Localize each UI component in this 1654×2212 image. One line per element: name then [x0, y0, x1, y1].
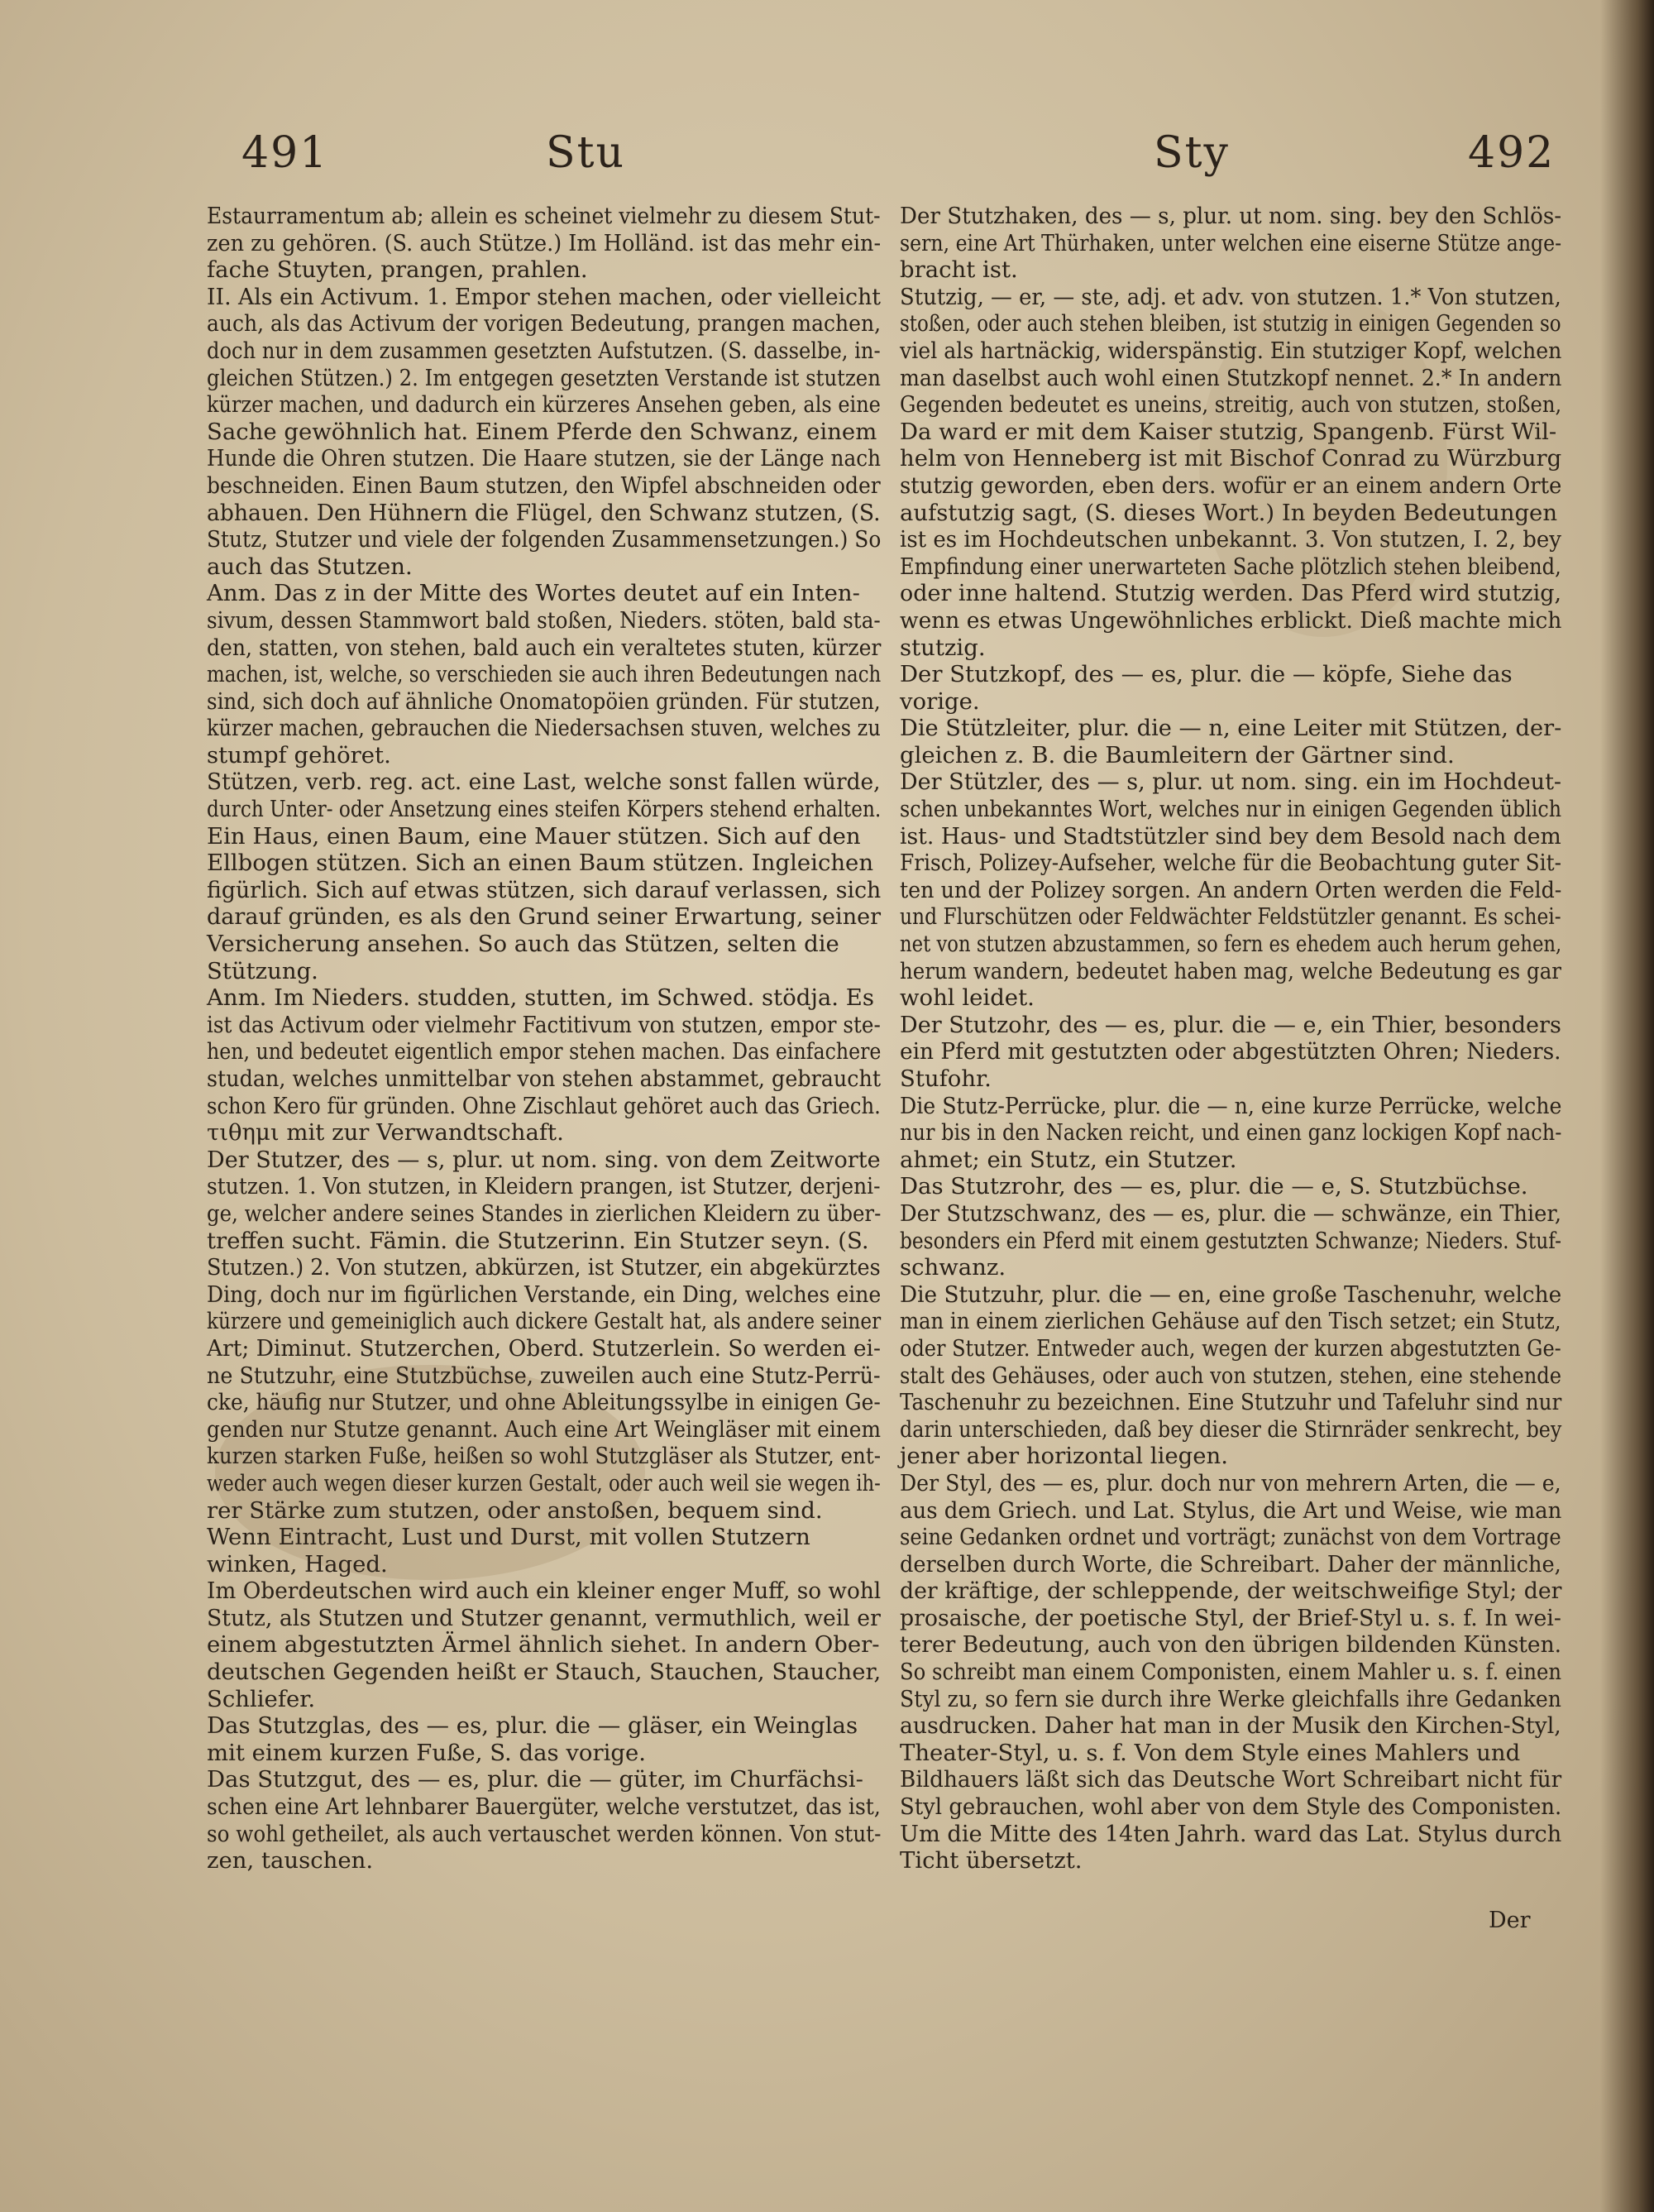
text-line: so wohl getheilet, als auch vertauschet werden können. Von stut-	[207, 1820, 882, 1847]
text-line: herum wandern, bedeutet haben mag, welche Bedeutung es gar	[900, 957, 1562, 984]
text-line: aus dem Griech. und Lat. Stylus, die Art und Weise, wie man	[900, 1496, 1562, 1524]
text-line: Empfindung einer unerwarteten Sache plötzlich stehen bleibend,	[900, 553, 1561, 580]
text-line: prosaische, der poetische Styl, der Brief-Styl u. s. f. In wei-	[900, 1604, 1561, 1631]
text-line: figürlich. Sich auf etwas stützen, sich darauf verlassen, sich	[207, 876, 882, 903]
text-line: ist. Haus- und Stadtstützler sind bey dem Besold nach dem	[900, 822, 1561, 850]
text-line: Ellbogen stützen. Sich an einen Baum stützen. Ingleichen	[207, 850, 874, 877]
text-line: stutzig.	[900, 634, 986, 661]
text-line: Im Oberdeutschen wird auch ein kleiner enger Muff, so wohl	[207, 1578, 882, 1605]
text-line: schen eine Art lehnbarer Bauergüter, welche verstutzet, das ist,	[207, 1793, 881, 1821]
text-line: ein Pferd mit gestutzten oder abgestützten Ohren; Nieders.	[900, 1038, 1561, 1065]
text-line: ten und der Polizey sorgen. An andern Orten werden die Feld-	[900, 876, 1562, 903]
text-line: oder Stutzer. Entweder auch, wegen der kurzen abgestutzten Ge-	[900, 1334, 1561, 1362]
text-line: hen, und bedeutet eigentlich empor stehen machen. Das einfachere	[207, 1038, 882, 1065]
catchword: Der	[1489, 1908, 1531, 1933]
text-line: Stutz, Stutzer und viele der folgenden Zusammensetzungen.) So	[207, 526, 882, 553]
text-line: Styl gebrauchen, wohl aber von dem Style des Componisten.	[900, 1793, 1562, 1821]
text-line: Stutzig, — er, — ste, adj. et adv. von stutzen. 1.* Von stutzen,	[900, 283, 1561, 310]
left-running-head: Stu	[546, 128, 626, 178]
text-line: ne Stutzuhr, eine Stutzbüchse, zuweilen auch eine Stutz-Perrü-	[207, 1362, 881, 1389]
text-line: stutzig geworden, eben ders. wofür er an einem andern Orte	[900, 472, 1562, 499]
text-line: machen, ist, welche, so verschieden sie auch ihren Bedeutungen nach	[207, 661, 882, 688]
text-line: man daselbst auch wohl einen Stutzkopf nennet. 2.* In andern	[900, 364, 1562, 391]
text-line: vorige.	[900, 687, 980, 715]
text-line: darin unterschieden, daß bey dieser die Stirnräder senkrecht, bey	[900, 1415, 1562, 1443]
text-line: Die Stützleiter, plur. die — n, eine Leiter mit Stützen, der-	[900, 715, 1562, 742]
text-line: winken, Haged.	[207, 1550, 388, 1578]
text-line: Ding, doch nur im figürlichen Verstande, ein Ding, welches eine	[207, 1281, 882, 1308]
right-text-column	[900, 203, 1561, 1874]
text-line: Der Stützler, des — s, plur. ut nom. sing. ein im Hochdeut-	[900, 768, 1562, 796]
text-line: seine Gedanken ordnet und vorträgt; zunächst von dem Vortrage	[900, 1524, 1561, 1551]
text-line: wohl leidet.	[900, 984, 1035, 1012]
text-line: bracht ist.	[900, 256, 1018, 284]
text-line: terer Bedeutung, auch von den übrigen bildenden Künsten.	[900, 1631, 1562, 1659]
text-line: Ein Haus, einen Baum, eine Mauer stützen. Sich auf den	[207, 822, 861, 850]
text-line: doch nur in dem zusammen gesetzten Aufstutzen. (S. dasselbe, in-	[207, 337, 881, 364]
text-line: auch, als das Activum der vorigen Bedeutung, prangen machen,	[207, 310, 882, 338]
text-line: τιθημι mit zur Verwandtschaft.	[207, 1119, 564, 1147]
text-line: sern, eine Art Thürhaken, unter welchen eine eiserne Stütze ange-	[900, 229, 1562, 256]
text-line: Der Stutzhaken, des — s, plur. ut nom. sing. bey den Schlös-	[900, 203, 1562, 229]
text-line: Da ward er mit dem Kaiser stutzig, Spangenb. Fürst Wil-	[900, 418, 1557, 445]
text-line: Der Stutzschwanz, des — es, plur. die — schwänze, ein Thier,	[900, 1199, 1562, 1227]
text-line: Der Stutzohr, des — es, plur. die — e, ein Thier, besonders	[900, 1011, 1561, 1038]
text-line: derselben durch Worte, die Schreibart. Daher der männliche,	[900, 1550, 1561, 1578]
text-line: Stützen, verb. reg. act. eine Last, welche sonst fallen würde,	[207, 768, 881, 796]
text-line: Theater-Styl, u. s. f. Von dem Style eines Mahlers und	[900, 1739, 1521, 1766]
text-line: Das Stutzgut, des — es, plur. die — güter, im Churfächsi-	[207, 1766, 863, 1793]
text-line: beschneiden. Einen Baum stutzen, den Wipfel abschneiden oder	[207, 472, 881, 499]
text-line: ist das Activum oder vielmehr Factitivum von stutzen, empor ste-	[207, 1011, 881, 1038]
text-line: darauf gründen, es als den Grund seiner Erwartung, seiner	[207, 903, 882, 931]
text-line: Die Stutzuhr, plur. die — en, eine große Taschenuhr, welche	[900, 1281, 1562, 1308]
text-line: Stufohr.	[900, 1065, 992, 1092]
text-line: Sache gewöhnlich hat. Einem Pferde den Schwanz, einem	[207, 418, 877, 445]
text-line: zen, tauschen.	[207, 1847, 374, 1874]
text-line: kürzere und gemeiniglich auch dickere Gestalt hat, als andere seiner	[207, 1308, 882, 1335]
text-line: zen zu gehören. (S. auch Stütze.) Im Holländ. ist das mehr ein-	[207, 229, 882, 256]
text-line: Anm. Im Nieders. studden, stutten, im Schwed. stödja. Es	[207, 984, 874, 1012]
text-line: jener aber horizontal liegen.	[900, 1443, 1228, 1470]
text-line: abhauen. Den Hühnern die Flügel, den Schwanz stutzen, (S.	[207, 499, 881, 526]
text-line: man in einem zierlichen Gehäuse auf den Tisch setzet; ein Stutz,	[900, 1308, 1561, 1335]
text-line: durch Unter- oder Ansetzung eines steifen Körpers stehend erhalten.	[207, 796, 882, 823]
text-line: oder inne haltend. Stutzig werden. Das Pferd wird stutzig,	[900, 580, 1562, 607]
text-line: genden nur Stutze genannt. Auch eine Art Weingläser mit einem	[207, 1415, 882, 1443]
book-spine-shadow	[1600, 0, 1654, 2212]
text-line: Der Stutzer, des — s, plur. ut nom. sing. von dem Zeitworte	[207, 1146, 881, 1173]
text-line: Hunde die Ohren stutzen. Die Haare stutzen, sie der Länge nach	[207, 445, 882, 472]
text-line: Die Stutz-Perrücke, plur. die — n, eine kurze Perrücke, welche	[900, 1092, 1562, 1119]
text-line: wenn es etwas Ungewöhnliches erblickt. Dieß machte mich	[900, 606, 1562, 634]
right-page-number: 492	[1468, 128, 1556, 178]
text-line: Das Stutzglas, des — es, plur. die — gläser, ein Weinglas	[207, 1712, 858, 1740]
text-line: Der Stutzkopf, des — es, plur. die — köpfe, Siehe das	[900, 661, 1513, 688]
text-line: Frisch, Polizey-Aufseher, welche für die Beobachtung guter Sit-	[900, 850, 1561, 877]
text-line: Schliefer.	[207, 1685, 316, 1712]
text-line: Um die Mitte des 14ten Jahrh. ward das Lat. Stylus durch	[900, 1820, 1562, 1847]
text-line: kürzer machen, und dadurch ein kürzeres Ansehen geben, als eine	[207, 391, 881, 419]
text-line: rer Stärke zum stutzen, oder anstoßen, bequem sind.	[207, 1496, 823, 1524]
text-line: mit einem kurzen Fuße, S. das vorige.	[207, 1739, 647, 1766]
left-page-number: 491	[241, 128, 329, 178]
text-line: Estaurramentum ab; allein es scheinet vielmehr zu diesem Stut-	[207, 203, 881, 229]
text-line: deutschen Gegenden heißt er Stauch, Stauchen, Staucher,	[207, 1659, 882, 1686]
text-line: ge, welcher andere seines Standes in zierlichen Kleidern zu über-	[207, 1199, 882, 1227]
text-line: Art; Diminut. Stutzerchen, Oberd. Stutzerlein. So werden ei-	[207, 1334, 881, 1362]
text-line: schwanz.	[900, 1254, 1006, 1281]
text-line: stoßen, oder auch stehen bleiben, ist stutzig in einigen Gegenden so	[900, 310, 1561, 338]
text-line: treffen sucht. Fämin. die Stutzerinn. Ein Stutzer seyn. (S.	[207, 1227, 869, 1254]
text-line: sind, sich doch auf ähnliche Onomatopöien gründen. Für stutzen,	[207, 687, 881, 715]
text-line: Das Stutzrohr, des — es, plur. die — e, S. Stutzbüchse.	[900, 1173, 1528, 1200]
text-line: ausdrucken. Daher hat man in der Musik den Kirchen-Styl,	[900, 1712, 1561, 1740]
text-line: kürzer machen, gebrauchen die Niedersachsen stuven, welches zu	[207, 715, 881, 742]
text-line: Taschenuhr zu bezeichnen. Eine Stutzuhr und Tafeluhr sind nur	[900, 1389, 1562, 1416]
text-line: und Flurschützen oder Feldwächter Feldstützler genannt. Es schei-	[900, 903, 1561, 931]
text-line: Stutz, als Stutzen und Stutzer genannt, vermuthlich, weil er	[207, 1604, 881, 1631]
text-line: auch das Stutzen.	[207, 553, 413, 580]
text-line: Wenn Eintracht, Lust und Durst, mit vollen Stutzern	[207, 1524, 810, 1551]
text-line: II. Als ein Activum. 1. Empor stehen machen, oder vielleicht	[207, 283, 882, 310]
text-line: gleichen z. B. die Baumleitern der Gärtner sind.	[900, 741, 1455, 768]
text-line: Der Styl, des — es, plur. doch nur von mehrern Arten, die — e,	[900, 1469, 1561, 1496]
right-running-head: Sty	[1154, 128, 1230, 178]
text-line: net von stutzen abzustammen, so fern es ehedem auch herum gehen,	[900, 931, 1562, 958]
text-line: studan, welches unmittelbar von stehen abstammet, gebraucht	[207, 1065, 882, 1092]
text-line: Stutzen.) 2. Von stutzen, abkürzen, ist Stutzer, ein abgekürztes	[207, 1254, 881, 1281]
text-line: schon Kero für gründen. Ohne Zischlaut gehöret auch das Griech.	[207, 1092, 881, 1119]
text-line: ahmet; ein Stutz, ein Stutzer.	[900, 1146, 1237, 1173]
text-line: Gegenden bedeutet es uneins, streitig, auch von stutzen, stoßen,	[900, 391, 1562, 419]
text-line: gleichen Stützen.) 2. Im entgegen gesetzten Verstande ist stutzen	[207, 364, 881, 391]
text-line: helm von Henneberg ist mit Bischof Conrad zu Würzburg	[900, 445, 1562, 472]
text-line: ist es im Hochdeutschen unbekannt. 3. Von stutzen, I. 2, bey	[900, 526, 1561, 553]
text-line: schen unbekanntes Wort, welches nur in einigen Gegenden üblich	[900, 796, 1562, 823]
text-line: fache Stuyten, prangen, prahlen.	[207, 256, 588, 284]
text-line: aufstutzig sagt, (S. dieses Wort.) In beyden Bedeutungen	[900, 499, 1558, 526]
text-line: viel als hartnäckig, widerspänstig. Ein stutziger Kopf, welchen	[900, 337, 1562, 364]
text-line: weder auch wegen dieser kurzen Gestalt, oder auch weil sie wegen ih-	[207, 1469, 881, 1496]
text-line: stumpf gehöret.	[207, 741, 391, 768]
text-line: Stützung.	[207, 957, 318, 984]
text-line: Ticht übersetzt.	[900, 1847, 1083, 1874]
text-line: So schreibt man einem Componisten, einem Mahler u. s. f. einen	[900, 1659, 1562, 1686]
text-line: cke, häufig nur Stutzer, und ohne Ableitungssylbe in einigen Ge-	[207, 1389, 881, 1416]
text-line: Bildhauers läßt sich das Deutsche Wort Schreibart nicht für	[900, 1766, 1562, 1793]
text-line: nur bis in den Nacken reicht, und einen ganz lockigen Kopf nach-	[900, 1119, 1562, 1147]
text-line: kurzen starken Fuße, heißen so wohl Stutzgläser als Stutzer, ent-	[207, 1443, 881, 1470]
text-line: der kräftige, der schleppende, der weitschweifige Styl; der	[900, 1578, 1562, 1605]
text-line: Versicherung ansehen. So auch das Stützen, selten die	[207, 931, 839, 958]
text-line: stalt des Gehäuses, oder auch von stutzen, stehen, eine stehende	[900, 1362, 1562, 1389]
text-line: stutzen. 1. Von stutzen, in Kleidern prangen, ist Stutzer, derjeni-	[207, 1173, 881, 1200]
text-line: den, statten, von stehen, bald auch ein veraltetes stuten, kürzer	[207, 634, 882, 661]
text-line: einem abgestutzten Ärmel ähnlich siehet. In andern Ober-	[207, 1631, 880, 1659]
text-line: Styl zu, so fern sie durch ihre Werke gleichfalls ihre Gedanken	[900, 1685, 1562, 1712]
text-line: sivum, dessen Stammwort bald stoßen, Nieders. stöten, bald sta-	[207, 606, 881, 634]
text-line: besonders ein Pferd mit einem gestutzten Schwanze; Nieders. Stuf-	[900, 1227, 1561, 1254]
left-text-column	[207, 203, 881, 1874]
text-line: Anm. Das z in der Mitte des Wortes deutet auf ein Inten-	[207, 580, 860, 607]
